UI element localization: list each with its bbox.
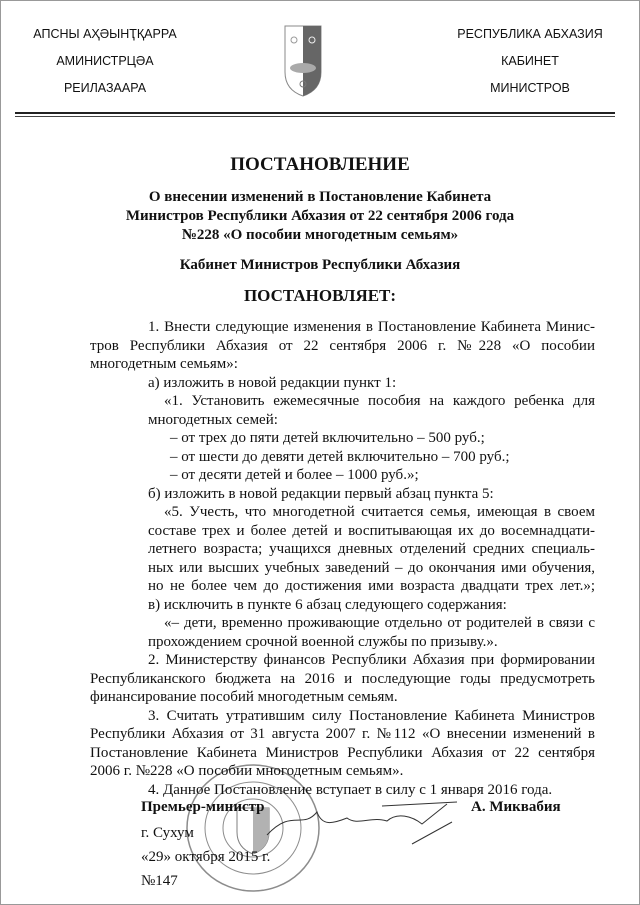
body-line: б) изложить в новой редакции первый абзац пункта 5: [148, 485, 494, 502]
body-line: Республиканского бюджета на 2016 и последующие годы предусмотреть [90, 670, 595, 687]
signatory-name: А. Миквабия [471, 799, 561, 815]
date: «29» октября 2015 г. [141, 849, 271, 865]
document-title: ПОСТАНОВЛЕНИЕ [230, 154, 410, 175]
signatory-position: Премьер-министр [141, 799, 265, 815]
body-line: а) изложить в новой редакции пункт 1: [148, 374, 397, 391]
body-line: прохождением срочной военной службы по призыву.». [148, 633, 498, 650]
body-line: многодетных семей: [148, 411, 278, 428]
body-line: «– дети, временно проживающие отдельно от родителей в связи с [164, 615, 595, 631]
body-line: многодетным семьям»: [90, 356, 238, 372]
resolves-heading: ПОСТАНОВЛЯЕТ: [243, 286, 397, 305]
header-left-line: АМИНИСТРЦӘА [56, 54, 154, 68]
issuer: Кабинет Министров Республики Абхазия [179, 257, 461, 273]
body-line: ных или высших учебных заведений – до окончания ими обучения, [148, 559, 595, 576]
city: г. Сухум [141, 825, 194, 841]
body-line: тров Республики Абхазия от 22 сентября 2006 г. №228 «О пособии [90, 337, 595, 354]
body-line: 1. Внести следующие изменения в Постановление Кабинета Минис- [148, 319, 595, 335]
body-line: Постановление Кабинета Министров Республики Абхазия от 22 сентября [90, 744, 595, 761]
body-line: – от трех до пяти детей включительно – 500 руб.; [170, 430, 485, 446]
header-right-line: МИНИСТРОВ [490, 81, 570, 95]
body-line: летнего возраста; учащихся дневных отделений средних специаль- [148, 541, 595, 557]
body-line: в) исключить в пункте 6 абзац следующего содержания: [148, 596, 507, 613]
header-left-line: РЕИЛАЗААРА [63, 81, 147, 95]
body-line: – от шести до девяти детей включительно – 700 руб.; [170, 448, 510, 465]
body-line: 2006 г. №228 «О пособии многодетным семьям». [90, 763, 404, 779]
body-line: – от десяти детей и более – 1000 руб.»; [170, 467, 419, 483]
body-line: финансирование пособий многодетным семьям. [90, 689, 398, 705]
subtitle-line: Министров Республики Абхазия от 22 сентября 2006 года [125, 208, 515, 224]
subtitle-line: О внесении изменений в Постановление Кабинета [148, 189, 492, 205]
header-right-line: КАБИНЕТ [501, 54, 559, 68]
document-number: №147 [141, 873, 178, 889]
body-line: но не более чем до достижения ими возраста двадцати трех лет.»; [148, 578, 595, 594]
coat-of-arms-emblem [283, 24, 323, 98]
signature-scribble [262, 800, 462, 850]
header-right-line: РЕСПУБЛИКА АБХАЗИЯ [457, 27, 603, 41]
header-divider [15, 112, 615, 114]
body-line: 2. Министерству финансов Республики Абхазия при формировании [148, 652, 595, 668]
body-line: «5. Учесть, что многодетной считается семья, имеющая в своем [164, 504, 595, 520]
body-line: «1. Установить ежемесячные пособия на каждого ребенка для [164, 393, 595, 409]
body-line: 3. Считать утратившим силу Постановление Кабинета Министров [148, 707, 595, 724]
body-line: 4. Данное Постановление вступает в силу с 1 января 2016 года. [148, 781, 553, 798]
body-line: Республики Абхазия от 31 августа 2007 г. №112 «О внесении изменений в [90, 726, 595, 742]
subtitle-line: №228 «О пособии многодетным семьям» [181, 227, 459, 243]
header-divider [15, 116, 615, 117]
body-line: составе трех и более детей и воспитывающая их до восемнадцати- [148, 522, 595, 539]
header-left-line: АПСНЫ АҲӘЫНҬҚАРРА [33, 27, 177, 41]
